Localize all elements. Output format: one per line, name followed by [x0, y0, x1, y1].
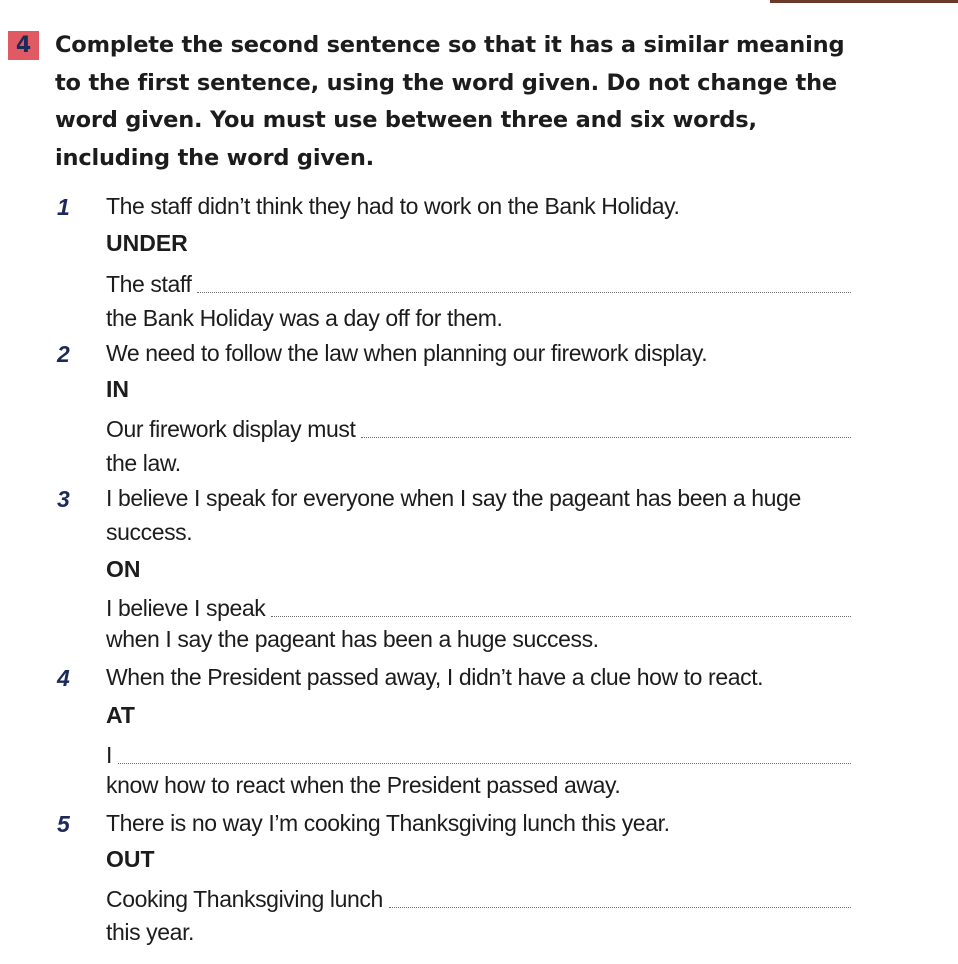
top-decorative-rule [770, 0, 958, 3]
question-sentence: I believe I speak for everyone when I say the pageant has been a huge success. [106, 485, 801, 545]
answer-line [106, 266, 851, 298]
key-word: ON [106, 556, 141, 582]
key-word: IN [106, 376, 129, 402]
question-sentence: When the President passed away, I didn’t have a clue how to react. [106, 664, 764, 690]
answer-continuation: the Bank Holiday was a day off for them. [106, 305, 503, 331]
answer-start: I [106, 742, 112, 768]
question-number: 2 [57, 341, 70, 367]
question-number: 5 [57, 811, 70, 837]
answer-line [106, 590, 851, 622]
answer-start: The staff [106, 271, 192, 297]
answer-line [106, 737, 851, 769]
key-word: UNDER [106, 230, 188, 256]
answer-blank[interactable] [118, 762, 851, 764]
answer-start: I believe I speak [106, 595, 266, 621]
question-number: 3 [57, 486, 70, 512]
answer-continuation: when I say the pageant has been a huge success. [106, 626, 599, 652]
question-sentence: We need to follow the law when planning our firework display. [106, 340, 708, 366]
answer-continuation: know how to react when the President passed away. [106, 772, 621, 798]
answer-line [106, 411, 851, 443]
answer-start: Cooking Thanksgiving lunch [106, 886, 383, 912]
exercise-instruction: Complete the second sentence so that it has a similar meaning to the first sentence, using the word given. Do not change the word given. You must use between three and six words, including the word given. [55, 32, 845, 171]
answer-continuation: this year. [106, 919, 195, 945]
question-number: 1 [57, 194, 70, 220]
question-number: 4 [57, 665, 70, 691]
question-sentence: The staff didn’t think they had to work on the Bank Holiday. [106, 193, 680, 219]
answer-line [106, 881, 851, 913]
question-sentence: There is no way I’m cooking Thanksgiving lunch this year. [106, 810, 670, 836]
answer-blank[interactable] [361, 436, 851, 438]
key-word: AT [106, 702, 135, 728]
answer-blank[interactable] [389, 906, 851, 908]
answer-start: Our firework display must [106, 416, 356, 442]
answer-blank[interactable] [271, 615, 851, 617]
key-word: OUT [106, 846, 155, 872]
answer-blank[interactable] [197, 291, 851, 293]
answer-continuation: the law. [106, 450, 181, 476]
exercise-number-badge: 4 [8, 31, 39, 60]
